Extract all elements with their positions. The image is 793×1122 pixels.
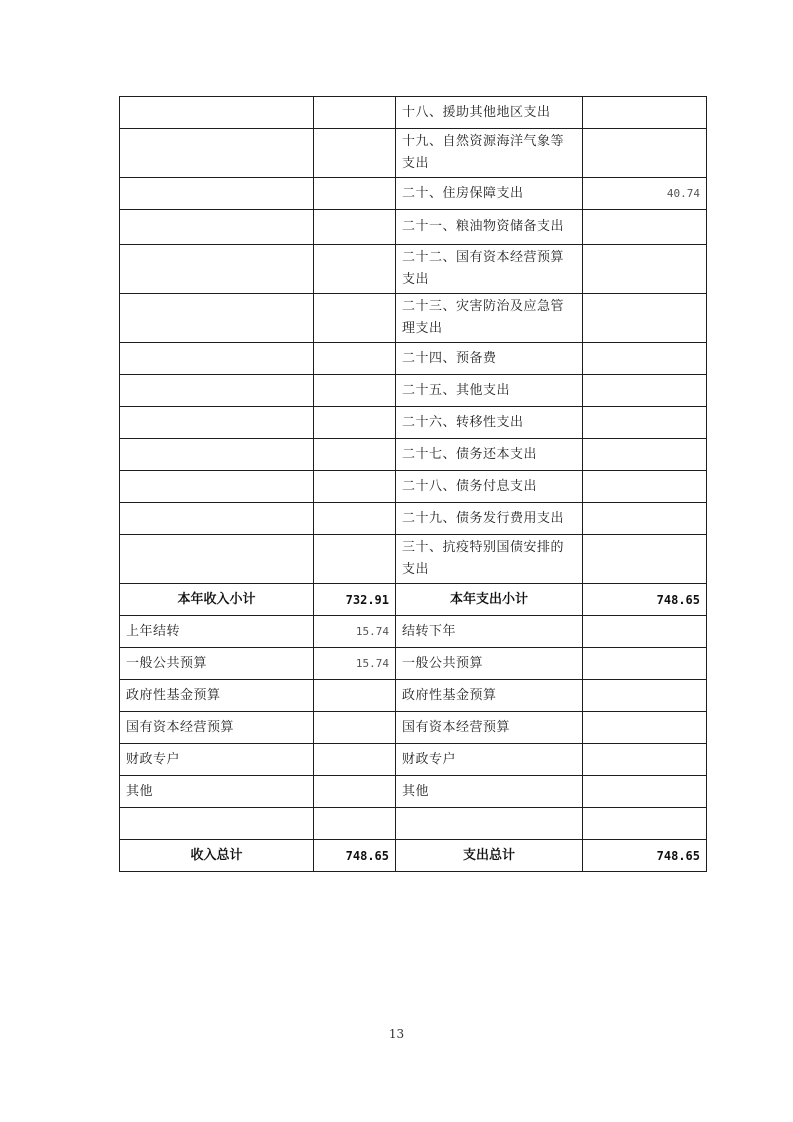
expense-label-cell: 二十八、债务付息支出 (396, 471, 583, 503)
expense-value-cell (583, 343, 707, 375)
table-row (120, 210, 707, 245)
income-total-value: 748.65 (314, 840, 396, 872)
carry-left-label: 一般公共预算 (120, 648, 314, 680)
budget-table (119, 96, 707, 872)
table-row (120, 343, 707, 375)
expense-total-label: 支出总计 (396, 840, 583, 872)
income-label-cell (120, 178, 314, 210)
income-label-cell (120, 407, 314, 439)
carry-right-label: 一般公共预算 (396, 648, 583, 680)
income-label-cell (120, 343, 314, 375)
expense-value-cell (583, 375, 707, 407)
carry-right-value (583, 776, 707, 808)
income-value-cell (314, 178, 396, 210)
income-label-cell (120, 535, 314, 584)
table-row (120, 439, 707, 471)
expense-label-cell: 二十九、债务发行费用支出 (396, 503, 583, 535)
expense-label-cell: 十九、自然资源海洋气象等支出 (396, 129, 583, 178)
carry-left-value (314, 712, 396, 744)
income-value-cell (314, 343, 396, 375)
expense-value-cell (583, 210, 707, 245)
income-value-cell (314, 503, 396, 535)
income-total-label: 收入总计 (120, 840, 314, 872)
expense-value-cell (583, 245, 707, 294)
expense-value-cell (583, 97, 707, 129)
income-label-cell (120, 375, 314, 407)
expense-value-cell (583, 439, 707, 471)
expense-value-cell (583, 471, 707, 503)
table-row (120, 245, 707, 294)
table-row (120, 407, 707, 439)
table-row (120, 471, 707, 503)
income-value-cell (314, 471, 396, 503)
carry-left-label: 其他 (120, 776, 314, 808)
income-value-cell (314, 439, 396, 471)
table-row (120, 97, 707, 129)
page-number: 13 (388, 1027, 405, 1041)
carry-right-value (583, 712, 707, 744)
expense-label-cell: 三十、抗疫特别国债安排的支出 (396, 535, 583, 584)
expense-value-cell (583, 129, 707, 178)
expense-value-cell (583, 407, 707, 439)
carry-row (120, 680, 707, 712)
carry-right-value (583, 648, 707, 680)
carry-row (120, 712, 707, 744)
expense-label-cell: 二十三、灾害防治及应急管理支出 (396, 294, 583, 343)
expense-label-cell: 二十四、预备费 (396, 343, 583, 375)
expense-value-cell (583, 503, 707, 535)
carry-left-value (314, 776, 396, 808)
carry-left-value: 15.74 (314, 616, 396, 648)
income-value-cell (314, 535, 396, 584)
income-value-cell (314, 294, 396, 343)
income-label-cell (120, 210, 314, 245)
carry-right-label: 财政专户 (396, 744, 583, 776)
expense-value-cell: 40.74 (583, 178, 707, 210)
expense-value-cell (583, 535, 707, 584)
expense-label-cell: 二十、住房保障支出 (396, 178, 583, 210)
income-label-cell (120, 97, 314, 129)
total-row (120, 840, 707, 872)
income-label-cell (120, 439, 314, 471)
carry-left-label: 国有资本经营预算 (120, 712, 314, 744)
income-value-cell (314, 210, 396, 245)
income-value-cell (314, 407, 396, 439)
carry-row (120, 808, 707, 840)
income-value-cell (314, 129, 396, 178)
carry-right-value (583, 808, 707, 840)
expense-label-cell: 二十二、国有资本经营预算支出 (396, 245, 583, 294)
expense-label-cell: 十八、援助其他地区支出 (396, 97, 583, 129)
carry-right-label: 其他 (396, 776, 583, 808)
expense-value-cell (583, 294, 707, 343)
income-label-cell (120, 245, 314, 294)
income-value-cell (314, 375, 396, 407)
table-row (120, 129, 707, 178)
income-subtotal-label: 本年收入小计 (120, 584, 314, 616)
carry-row (120, 648, 707, 680)
carry-row (120, 776, 707, 808)
income-label-cell (120, 471, 314, 503)
subtotal-row (120, 584, 707, 616)
carry-right-label (396, 808, 583, 840)
carry-right-value (583, 616, 707, 648)
table-row (120, 178, 707, 210)
table-row (120, 535, 707, 584)
expense-label-cell: 二十六、转移性支出 (396, 407, 583, 439)
carry-row (120, 744, 707, 776)
carry-right-value (583, 744, 707, 776)
expense-subtotal-value: 748.65 (583, 584, 707, 616)
expense-subtotal-label: 本年支出小计 (396, 584, 583, 616)
income-value-cell (314, 245, 396, 294)
carry-right-label: 国有资本经营预算 (396, 712, 583, 744)
expense-label-cell: 二十五、其他支出 (396, 375, 583, 407)
table-row (120, 375, 707, 407)
expense-label-cell: 二十一、粮油物资储备支出 (396, 210, 583, 245)
carry-left-value (314, 680, 396, 712)
carry-right-label: 政府性基金预算 (396, 680, 583, 712)
carry-right-label: 结转下年 (396, 616, 583, 648)
carry-right-value (583, 680, 707, 712)
income-subtotal-value: 732.91 (314, 584, 396, 616)
expense-label-cell: 二十七、债务还本支出 (396, 439, 583, 471)
income-label-cell (120, 503, 314, 535)
table-row (120, 294, 707, 343)
income-value-cell (314, 97, 396, 129)
carry-left-label (120, 808, 314, 840)
carry-left-label: 政府性基金预算 (120, 680, 314, 712)
carry-left-label: 上年结转 (120, 616, 314, 648)
carry-left-value (314, 808, 396, 840)
carry-left-value: 15.74 (314, 648, 396, 680)
carry-left-value (314, 744, 396, 776)
carry-row (120, 616, 707, 648)
income-label-cell (120, 129, 314, 178)
expense-total-value: 748.65 (583, 840, 707, 872)
carry-left-label: 财政专户 (120, 744, 314, 776)
income-label-cell (120, 294, 314, 343)
table-row (120, 503, 707, 535)
